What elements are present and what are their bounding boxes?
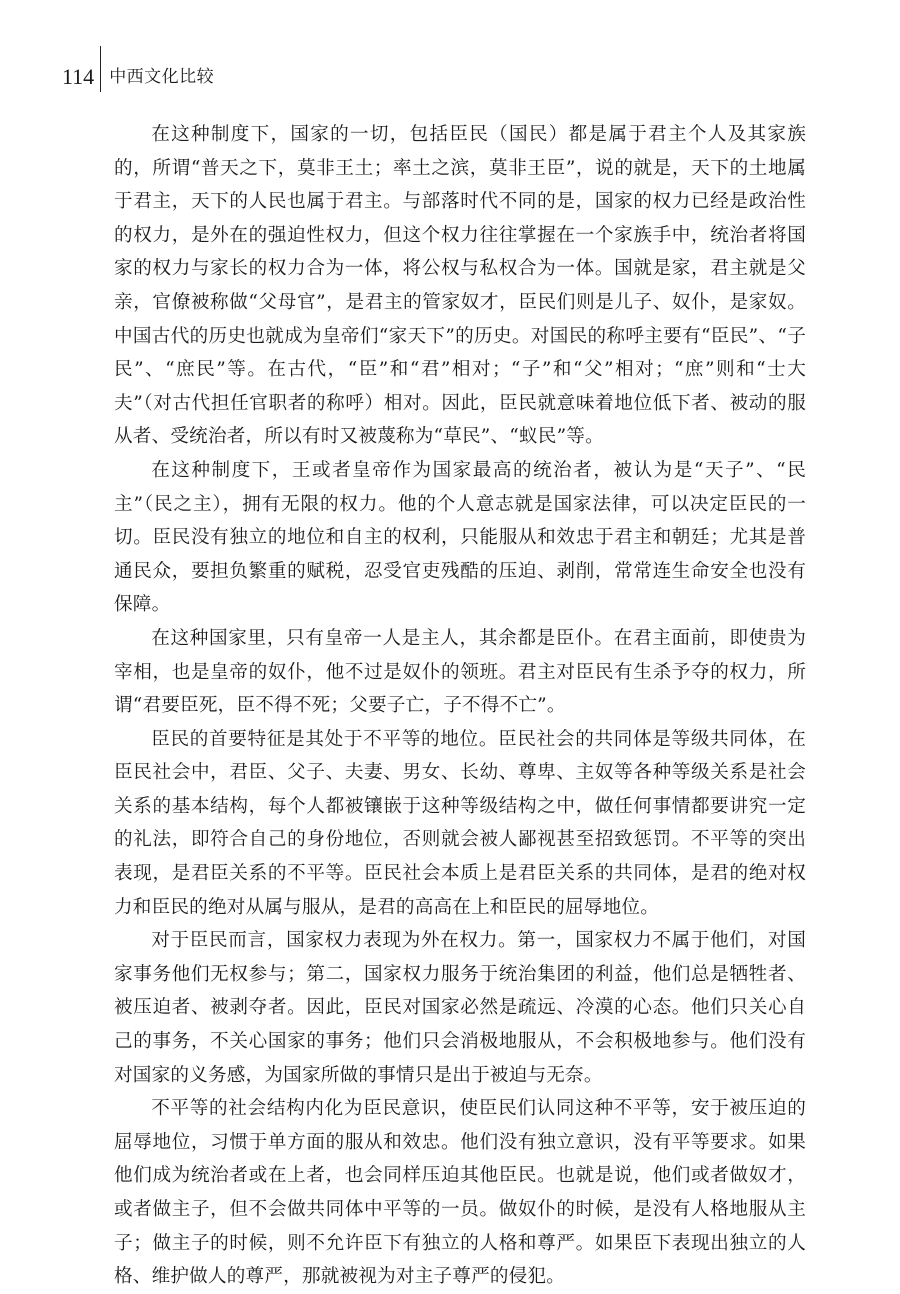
paragraph: 在这种制度下，王或者皇帝作为国家最高的统治者，被认为是“天子”、“民主”（民之主），拥有无限的权力。他的个人意志就是国家法律，可以决定臣民的一切。臣民没有独立的地位和自主的权利，只能服从和效忠于君主和朝廷；尤其是普通民众，要担负繁重的赋税，忍受官吏残酷的压迫、剥削，常常连生命安全也没有保障。 bbox=[114, 459, 806, 616]
page-number: 114 bbox=[62, 64, 95, 89]
running-header bbox=[62, 42, 214, 92]
paragraph: 在这种国家里，只有皇帝一人是主人，其余都是臣仆。在君主面前，即使贵为宰相，也是皇帝的奴仆，他不过是奴仆的领班。君主对臣民有生杀予夺的权力，所谓“君要臣死，臣不得不死；父要子亡，子不得不亡”。 bbox=[114, 627, 806, 717]
header-divider bbox=[100, 46, 101, 92]
paragraph: 不平等的社会结构内化为臣民意识，使臣民们认同这种不平等，安于被压迫的屈辱地位，习惯于单方面的服从和效忠。他们没有独立意识，没有平等要求。如果他们成为统治者或在上者，也会同样压迫其他臣民。也就是说，他们或者做奴才，或者做主子，但不会做共同体中平等的一员。做奴仆的时候，是没有人格地服从主子；做主子的时候，则不允许臣下有独立的人格和尊严。如果臣下表现出独立的人格、维护做人的尊严，那就被视为对主子尊严的侵犯。 bbox=[114, 1098, 806, 1288]
book-title: 中西文化比较 bbox=[109, 67, 215, 87]
body-text bbox=[114, 118, 806, 1294]
paragraph: 臣民的首要特征是其处于不平等的地位。臣民社会的共同体是等级共同体，在臣民社会中，君臣、父子、夫妻、男女、长幼、尊卑、主奴等各种等级关系是社会关系的基本结构，每个人都被镶嵌于这种等级结构之中，做任何事情都要讲究一定的礼法，即符合自己的身份地位，否则就会被人鄙视甚至招致惩罚。不平等的突出表现，是君臣关系的不平等。臣民社会本质上是君臣关系的共同体，是君的绝对权力和臣民的绝对从属与服从，是君的高高在上和臣民的屈辱地位。 bbox=[114, 728, 806, 918]
paragraph: 在这种制度下，国家的一切，包括臣民（国民）都是属于君主个人及其家族的，所谓“普天之下，莫非王土；率土之滨，莫非王臣”，说的就是，天下的土地属于君主，天下的人民也属于君主。与部落时代不同的是，国家的权力已经是政治性的权力，是外在的强迫性权力，但这个权力往往掌握在一个家族手中，统治者将国家的权力与家长的权力合为一体，将公权与私权合为一体。国就是家，君主就是父亲，官僚被称做“父母官”，是君主的管家奴才，臣民们则是儿子、奴仆，是家奴。中国古代的历史也就成为皇帝们“家天下”的历史。对国民的称呼主要有“臣民”、“子民”、“庶民”等。在古代，“臣”和“君”相对；“子”和“父”相对；“庶”则和“士大夫”（对古代担任官职者的称呼）相对。因此，臣民就意味着地位低下者、被动的服从者、受统治者，所以有时又被蔑称为“草民”、“蚁民”等。 bbox=[114, 124, 806, 448]
paragraph: 对于臣民而言，国家权力表现为外在权力。第一，国家权力不属于他们，对国家事务他们无权参与；第二，国家权力服务于统治集团的利益，他们总是牺牲者、被压迫者、被剥夺者。因此，臣民对国家必然是疏远、冷漠的心态。他们只关心自己的事务，不关心国家的事务；他们只会消极地服从，不会积极地参与。他们没有对国家的义务感，为国家所做的事情只是出于被迫与无奈。 bbox=[114, 930, 806, 1086]
